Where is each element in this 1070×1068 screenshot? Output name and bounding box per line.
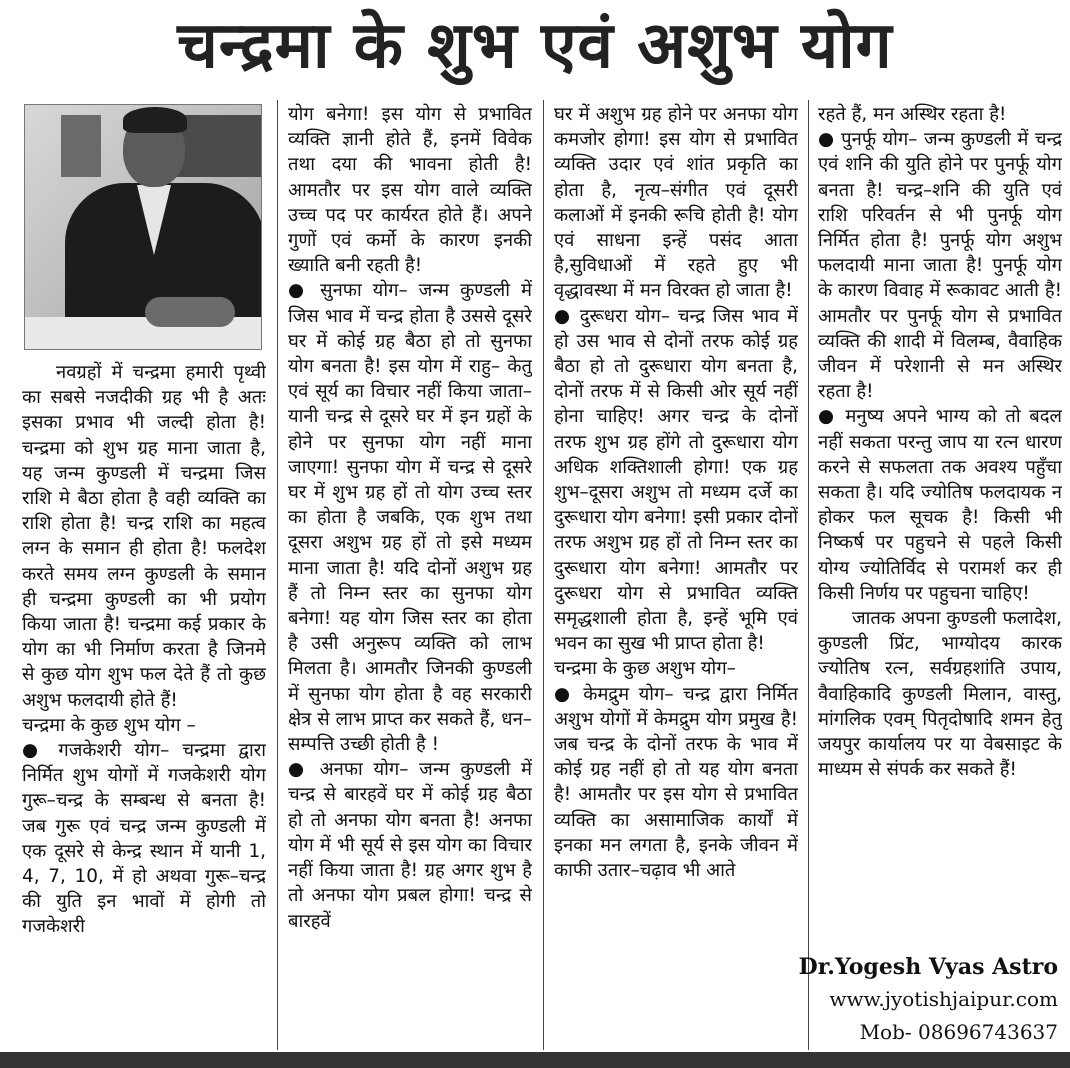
subheading-inauspicious: चन्द्रमा के कुछ अशुभ योग– bbox=[554, 658, 736, 680]
column-divider bbox=[808, 100, 809, 1050]
author-name: Dr.Yogesh Vyas Astro bbox=[798, 954, 1058, 980]
paragraph-kemadruma: ● केमद्रुम योग– चन्द्र द्वारा निर्मित अशुभ योगों में केमद्रुम योग प्रमुख है! जब चन्द्र के दोनों तरफ के भाव में कोई ग्रह नहीं हो तो यह योग बनता है! आमतौर पर इस योग से प्रभावित व्यक्ति का असामाजिक कार्यों में इनका मन लगता है, इनके जीवन में काफी उतार–चढ़ाव भी आते bbox=[554, 683, 798, 882]
author-photo bbox=[24, 104, 262, 350]
paragraph-kemadruma-cont: रहते हैं, मन अस्थिर रहता है! bbox=[818, 104, 1007, 125]
article-column-3 bbox=[554, 102, 798, 1052]
author-website[interactable]: www.jyotishjaipur.com bbox=[829, 987, 1058, 1011]
paragraph-sunapha: ● सुनफा योग– जन्म कुण्डली में जिस भाव में चन्द्र होता है उससे दूसरे घर में कोई ग्रह बैठा हो तो सुनफा योग बनता है! इस योग में राहु– केतु एवं सूर्य का विचार नहीं किया जाता– यानी चन्द्र से दूसरे घर में इन ग्रहों के होने पर सुनफा योग नहीं माना जाएगा! सुनफा योग में चन्द्र से दूसरे घर में शुभ ग्रह हों तो योग उच्च स्तर का होता है जबकि, एक शुभ तथा दूसरा अशुभ ग्रह हों तो इसे मध्यम माना जाता है! यदि दोनों अशुभ ग्रह हैं तो निम्न स्तर का सुनफा योग बनेगा! यह योग जिस स्तर का होता है उसी अनुरूप व्यक्ति को लाभ मिलता है। आमतौर जिनकी कुण्डली में सुनफा योग होता है वह सरकारी क्षेत्र से लाभ प्राप्त कर सकते हैं, धन–सम्पत्ति उच्छी होती है ! bbox=[288, 280, 532, 756]
column-divider bbox=[277, 100, 278, 1050]
headline: चन्द्रमा के शुभ एवं अशुभ योग bbox=[177, 9, 893, 83]
column-divider bbox=[543, 100, 544, 1050]
photo-hair bbox=[123, 107, 187, 133]
paragraph-punarphu: ● पुनर्फू योग– जन्म कुण्डली में चन्द्र एवं शनि की युति होने पर पुनर्फू योग बनता है! चन्द्र–शनि की युति एवं राशि परिवर्तन से भी पुनर्फू योग निर्मित होता है! पुनर्फू योग अशुभ फलदायी माना जाता है! पुनर्फू योग के कारण विवाह में रूकावट आती है! आमतौर पर पुनर्फू योग से प्रभावित व्यक्ति की शादी में विलम्ब, वैवाहिक जीवन में परेशानी से मन अस्थिर रहता है! bbox=[818, 129, 1062, 403]
article-column-4 bbox=[818, 102, 1062, 942]
paragraph-anapha: ● अनफा योग– जन्म कुण्डली में चन्द्र से बारहवें घर में कोई ग्रह बैठा हो तो अनफा योग बनता है! अनफा योग में भी सूर्य से इस योग का विचार नहीं किया जाता है! ग्रह अगर शुभ है तो अनफा योग प्रबल होगा! चन्द्र से बारहवें bbox=[288, 759, 532, 932]
paragraph-contact: जातक अपना कुण्डली फलादेश, कुण्डली प्रिंट, भाग्योदय कारक ज्योतिष रत्न, सर्वग्रहशांति उपाय, वैवाहिकादि कुण्डली मिलान, वास्तु, मांगलिक एवम् पितृदोषादि शमन हेतु जयपुर कार्यालय पर या वेबसाइट के माध्यम से संपर्क कर सकते हैं! bbox=[818, 608, 1062, 781]
paragraph-durudhara: ● दुरूधरा योग– चन्द्र जिस भाव में हो उस भाव से दोनों तरफ कोई ग्रह बैठा हो तो दुरूधारा योग बनता है, दोनों तरफ में से किसी ओर सूर्य नहीं होना चाहिए! अगर चन्द्र के दोनों तरफ शुभ ग्रह होंगे तो दुरूधारा योग अधिक शक्तिशाली होगा! एक ग्रह शुभ–दूसरा अशुभ तो मध्यम दर्जे का दुरूधारा योग बनेगा! इसी प्रकार दोनों तरफ अशुभ ग्रह हों तो निम्न स्तर का दुरूधारा योग बनेगा! आमतौर पर दुरूधरा योग से प्रभावित व्यक्ति समृद्धशाली होता है, इन्हें भूमि एवं भवन का सुख भी प्राप्त होता है! bbox=[554, 305, 798, 655]
photo-background-sign bbox=[61, 115, 101, 177]
paragraph-anapha-cont: घर में अशुभ ग्रह होने पर अनफा योग कमजोर होगा! इस योग से प्रभावित व्यक्ति उदार एवं शांत प्रकृति का होता है, नृत्य–संगीत एवं दूसरी कलाओं में इनकी रूचि होती है! योग एवं साधना इन्हें पसंद आता है,सुविधाओं में रहते हुए भी वृद्धावस्था में मन विरक्त हो जाता है! bbox=[554, 104, 798, 302]
paragraph-gajakesari-cont: योग बनेगा! इस योग से प्रभावित व्यक्ति ज्ञानी होते हैं, इनमें विवेक तथा दया की भावना होती है! आमतौर पर इस योग वाले व्यक्ति उच्च पद पर कार्यरत होते हैं। अपने गुणों एवं कर्मो के कारण इनकी ख्याति बनी रहती है! bbox=[288, 104, 532, 277]
subheading-auspicious: चन्द्रमा के कुछ शुभ योग – bbox=[22, 714, 196, 736]
article-column-2 bbox=[288, 102, 532, 1052]
author-mobile: Mob- 08696743637 bbox=[859, 1020, 1058, 1044]
article-column-1 bbox=[22, 360, 266, 1050]
bottom-bar bbox=[0, 1052, 1070, 1068]
paragraph-intro: नवग्रहों में चन्द्रमा हमारी पृथ्वी का सबसे नजदीकी ग्रह भी है अतः इसका प्रभाव भी जल्दी होता है! चन्द्रमा को शुभ ग्रह माना जाता है, यह जन्म कुण्डली में चन्द्रमा जिस राशि मे बैठा होता है वही व्यक्ति का राशि होता है! चन्द्र राशि का महत्व लग्न के समान ही होता है! फलदेश करते समय लग्न कुण्डली के समान ही चन्द्रमा कुण्डली का भी प्रयोग किया जाता है! चन्द्रमा कई प्रकार के योग का भी निर्माण करता है जिनमे से कुछ योग शुभ फल देते हैं तो कुछ अशुभ फलदायी होते हैं! bbox=[22, 362, 266, 711]
paragraph-remedy: ● मनुष्य अपने भाग्य को तो बदल नहीं सकता परन्तु जाप या रत्न धारण करने से सफलता तक अवश्य पहुँचा सकता है। यदि ज्योतिष फलदायक न होकर फल सूचक है! किसी भी निष्कर्ष पर पहुचने से पहले किसी योग्य ज्योतिर्विद से परामर्श कर ही किसी निर्णय पर पहुचना चाहिए! bbox=[818, 406, 1062, 604]
paragraph-gajakesari: ● गजकेशरी योग– चन्द्रमा द्वारा निर्मित शुभ योगों में गजकेशरी योग गुरू–चन्द्र के सम्बन्ध से बनता है! जब गुरू एवं चन्द्र जन्म कुण्डली में एक दूसरे से केन्द्र स्थान में यानी 1, 4, 7, 10, में हो अथवा गुरू–चन्द्र की युति इन भावों में होगी तो गजकेशरी bbox=[22, 740, 266, 938]
photo-hands bbox=[145, 297, 235, 327]
